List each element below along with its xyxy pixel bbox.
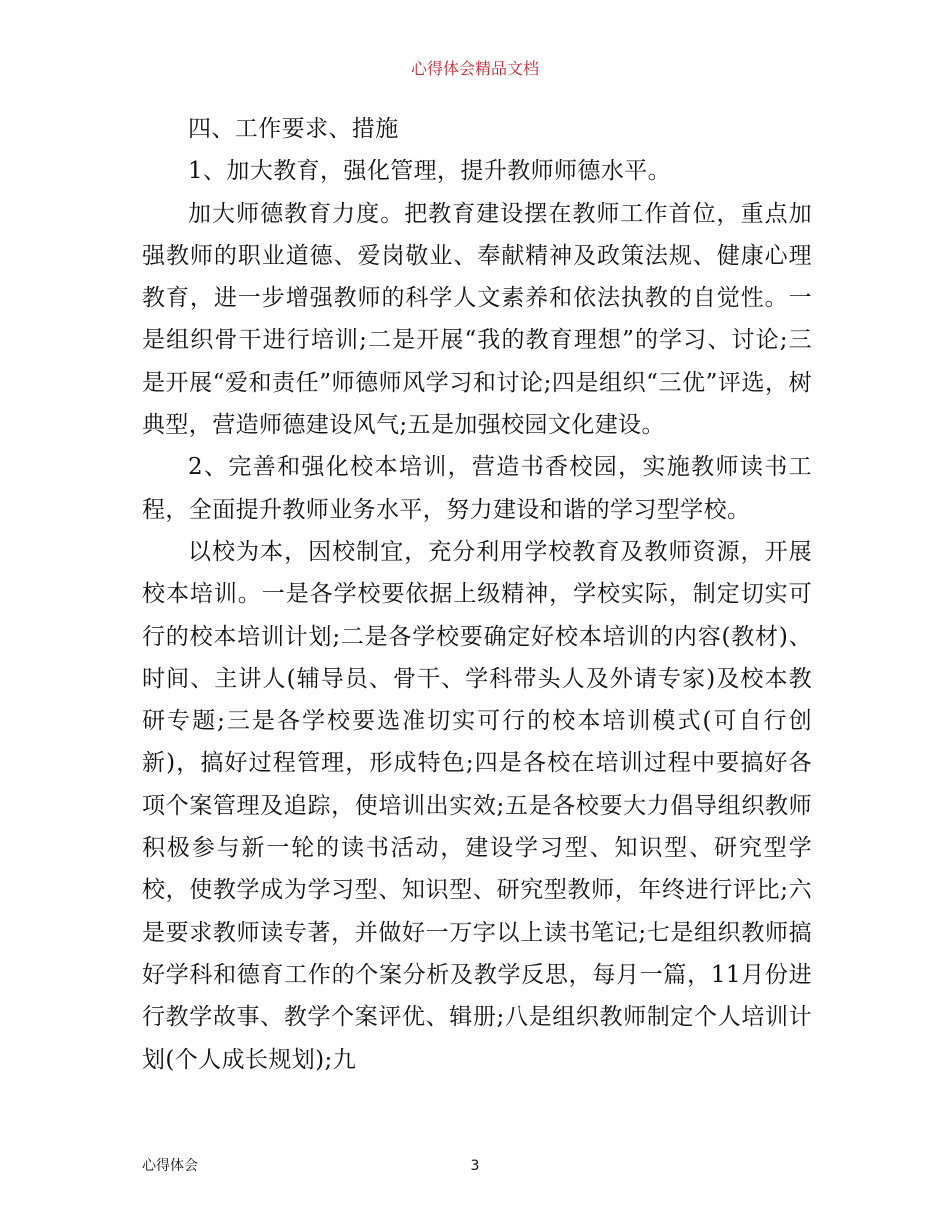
- document-header-title: 心得体会精品文档: [410, 59, 539, 78]
- paragraph-ethics-education: 加大师德教育力度。把教育建设摆在教师工作首位，重点加强教师的职业道德、爱岗敬业、奉献精神及政策法规、健康心理教育，进一步增强教师的科学人文素养和依法执教的自觉性。一是组织骨干进行培训;二是开展“我的教育理想”的学习、讨论;三是开展“爱和责任”师德师风学习和讨论;四是组织“三优”评选，树典型，营造师德建设风气;五是加强校园文化建设。: [142, 200, 812, 439]
- paragraph-school-training: 以校为本，因校制宜，充分利用学校教育及教师资源，开展校本培训。一是各学校要依据上级精神，学校实际，制定切实可行的校本培训计划;二是各学校要确定好校本培训的内容(教材)、时间、主讲人(辅导员、骨干、学科带头人及外请专家)及校本教研专题;三是各学校要选准切实可行的校本培训模式(可自行创新)，搞好过程管理，形成特色;四是各校在培训过程中要搞好各项个案管理及追踪，使培训出实效;五是各校要大力倡导组织教师积极参与新一轮的读书活动，建设学习型、知识型、研究型学校，使教学成为学习型、知识型、研究型教师，年终进行评比;六是要求教师读专著，并做好一万字以上读书笔记;七是组织教师搞好学科和德育工作的个案分析及教学反思，每月一篇，11月份进行教学故事、教学个案评优、辑册;八是组织教师制定个人培训计划(个人成长规划);九: [142, 538, 812, 1073]
- page-number: 3: [470, 1158, 480, 1174]
- subsection-heading-2: 2、完善和强化校本培训，营造书香校园，实施教师读书工程，全面提升教师业务水平，努力建设和谐的学习型学校。: [142, 454, 812, 523]
- footer-label: 心得体会: [142, 1158, 198, 1174]
- subsection-heading-1: 1、加大教育，强化管理，提升教师师德水平。: [188, 158, 672, 185]
- document-body: [142, 108, 812, 1081]
- section-heading: 四、工作要求、措施: [188, 116, 399, 142]
